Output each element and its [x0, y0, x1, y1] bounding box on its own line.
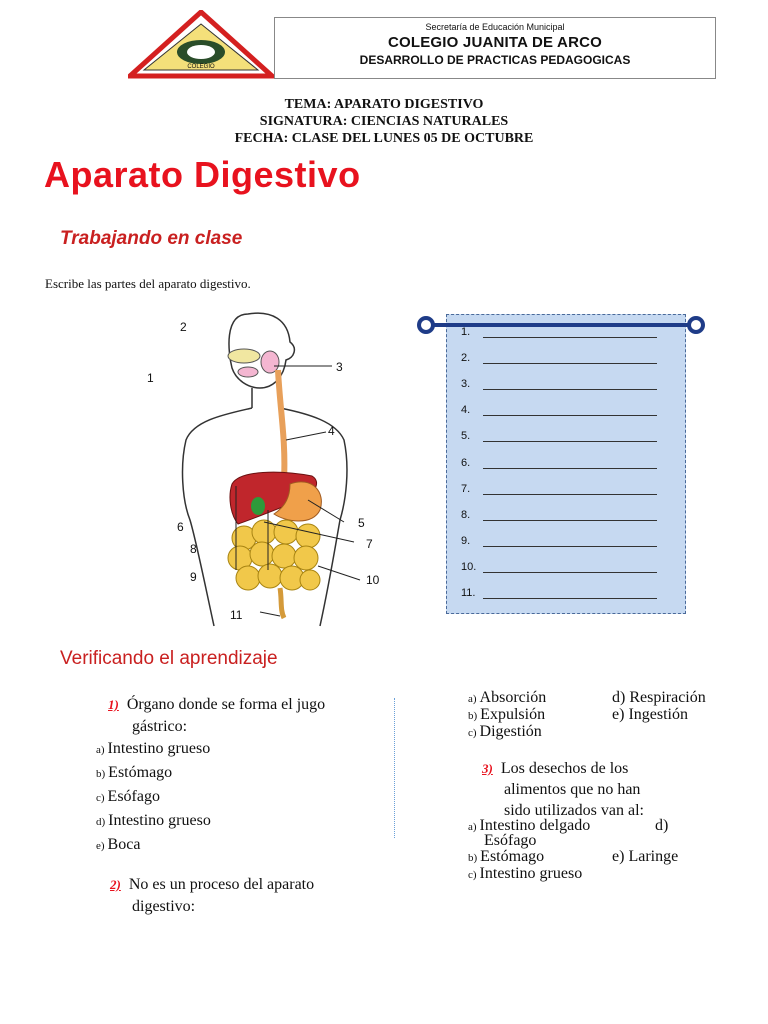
q3-option-e[interactable]: e) Laringe — [612, 848, 679, 865]
q1-option-b[interactable]: b) Estómago — [96, 764, 173, 781]
q3-option-b[interactable]: b) Estómago — [468, 848, 545, 865]
answer-row: 5. — [461, 429, 657, 442]
question-number: 2) — [110, 877, 121, 892]
instruction-text: Escribe las partes del aparato digestivo. — [45, 276, 251, 291]
diagram-label-6: 6 — [177, 520, 184, 534]
q2-option-d[interactable]: d) Respiración — [612, 689, 706, 706]
q2-option-b[interactable]: b) Expulsión — [468, 706, 546, 723]
q3-option-a[interactable]: a) Intestino delgado — [468, 817, 591, 834]
school-logo — [128, 10, 274, 80]
diagram-label-1: 1 — [147, 371, 154, 385]
digestive-system-diagram — [140, 300, 390, 630]
q2-option-a[interactable]: a) Absorción — [468, 689, 547, 706]
page-title: Aparato Digestivo — [44, 154, 361, 195]
q1-option-a[interactable]: a) Intestino grueso — [96, 740, 211, 757]
question-text: Órgano donde se forma el jugo — [126, 696, 326, 713]
q3-option-d-label[interactable]: d) — [655, 817, 669, 834]
answer-row: 10. — [461, 560, 657, 573]
diagram-label-5: 5 — [358, 516, 365, 530]
q3-option-c[interactable]: c) Intestino grueso — [468, 865, 583, 882]
answer-row: 4. — [461, 403, 657, 416]
answer-blank[interactable] — [483, 508, 657, 521]
diagram-label-9: 9 — [190, 570, 197, 584]
question-text-cont: alimentos que no han — [504, 781, 641, 798]
q2-option-c[interactable]: c) Digestión — [468, 723, 542, 740]
answer-blank[interactable] — [483, 482, 657, 495]
answer-row: 8. — [461, 508, 657, 521]
answer-blank[interactable] — [483, 560, 657, 573]
answer-list-box — [446, 314, 686, 614]
answer-blank[interactable] — [483, 534, 657, 547]
diagram-label-4: 4 — [328, 424, 335, 438]
svg-text:COLEGIO: COLEGIO — [187, 64, 215, 70]
answer-blank[interactable] — [483, 429, 657, 442]
answer-row: 2. — [461, 351, 657, 364]
question-3 — [482, 758, 712, 821]
section-title-verificando: Verificando el aprendizaje — [60, 648, 278, 669]
q3-option-d[interactable]: Esófago — [484, 832, 537, 849]
q1-option-e[interactable]: e) Boca — [96, 836, 141, 853]
question-text: No es un proceso del aparato — [128, 876, 315, 893]
answer-row: 11. — [461, 586, 657, 599]
header-secretaria: Secretaría de Educación Municipal — [425, 22, 565, 32]
diagram-label-10: 10 — [366, 573, 380, 587]
school-header — [274, 17, 716, 79]
answer-blank[interactable] — [483, 351, 657, 364]
answer-row: 9. — [461, 534, 657, 547]
answer-blank[interactable] — [483, 403, 657, 416]
meta-signatura: SIGNATURA: CIENCIAS NATURALES — [259, 114, 509, 129]
question-number: 3) — [482, 761, 493, 776]
diagram-label-8: 8 — [190, 542, 197, 556]
answer-row: 1. — [461, 325, 657, 338]
section-title-trabajando: Trabajando en clase — [60, 228, 243, 249]
answer-row: 3. — [461, 377, 657, 390]
header-program: DESARROLLO DE PRACTICAS PEDAGOGICAS — [359, 53, 631, 67]
q2-option-e[interactable]: e) Ingestión — [612, 706, 688, 723]
diagram-label-11: 11 — [230, 608, 243, 622]
answer-blank[interactable] — [483, 377, 657, 390]
question-1 — [108, 694, 388, 738]
q1-option-d[interactable]: d) Intestino grueso — [96, 812, 211, 829]
diagram-label-2: 2 — [180, 320, 187, 334]
question-text: Los desechos de los — [500, 760, 629, 777]
meta-tema: TEMA: APARATO DIGESTIVO — [284, 97, 484, 112]
question-text-cont: gástrico: — [132, 718, 188, 735]
answer-row: 7. — [461, 482, 657, 495]
header-school-name: COLEGIO JUANITA DE ARCO — [387, 34, 603, 51]
question-text-cont: digestivo: — [132, 898, 196, 915]
question-text-cont: sido utilizados van al: — [504, 802, 644, 819]
answer-row: 6. — [461, 456, 657, 469]
scroll-rod-icon — [416, 314, 706, 336]
diagram-label-7: 7 — [366, 537, 373, 551]
q1-option-c[interactable]: c) Esófago — [96, 788, 160, 805]
answer-blank[interactable] — [483, 586, 657, 599]
diagram-label-3: 3 — [336, 360, 343, 374]
meta-fecha: FECHA: CLASE DEL LUNES 05 DE OCTUBRE — [234, 131, 534, 146]
column-divider — [394, 698, 395, 838]
question-number: 1) — [108, 697, 119, 712]
question-2 — [110, 874, 390, 918]
answer-blank[interactable] — [483, 456, 657, 469]
